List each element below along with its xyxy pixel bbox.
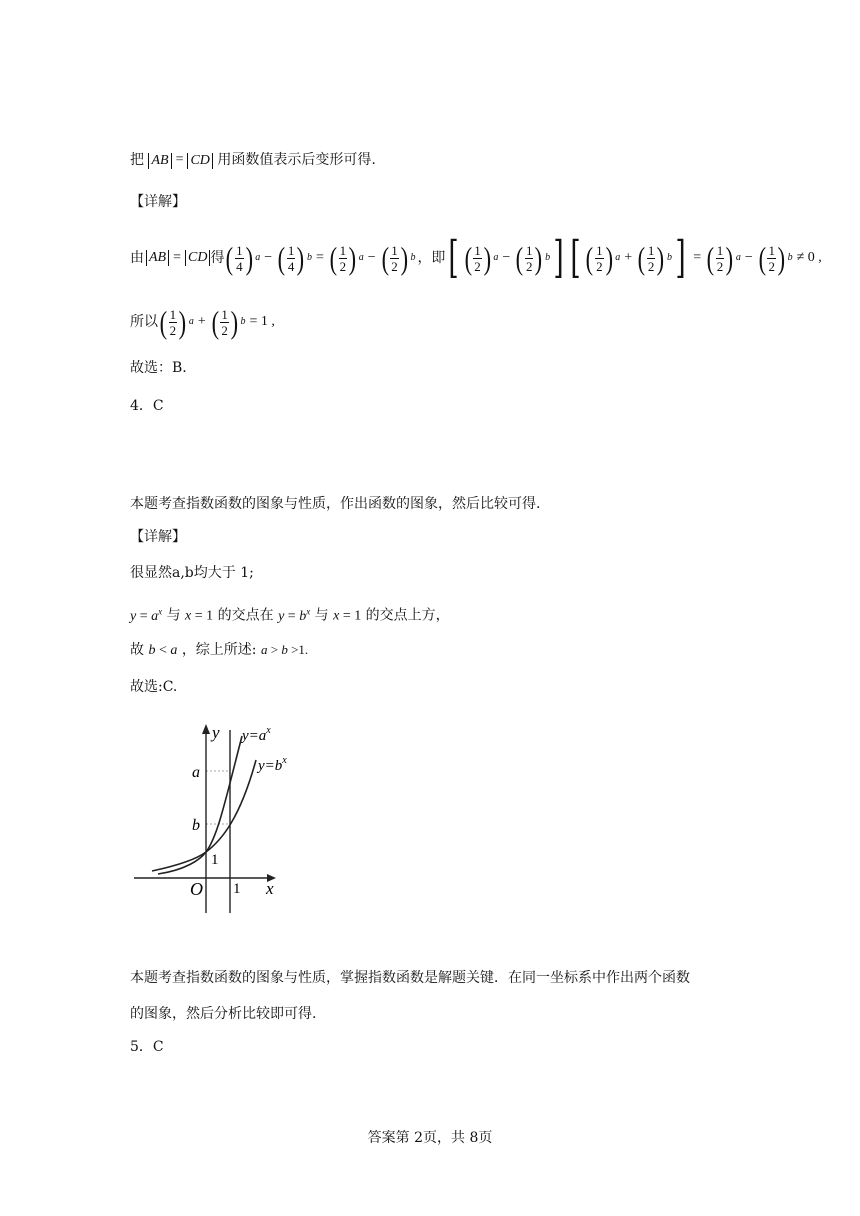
label-y: y (212, 723, 220, 742)
hint-line: 把 AB = CD 用函数值表示后变形可得. (130, 152, 376, 168)
question-4-number: 4．C (130, 398, 164, 414)
y-axis-arrow (202, 724, 210, 734)
derivation-you: 由 (130, 250, 144, 266)
question-5-number: 5．C (130, 1039, 164, 1055)
detail-line-3a: 故 (130, 642, 144, 658)
answer-4: 故选:C. (130, 679, 178, 695)
label-b: b (192, 817, 200, 834)
label-curve-b: $y=b^x$ (258, 755, 287, 774)
derivation-ji: ，即 (417, 250, 446, 266)
suoyi-eq: = 1 , (249, 314, 275, 329)
analysis-4: 本题考查指数函数的图象与性质，作出函数的图象，然后比较可得. (130, 496, 541, 512)
detail-line-1: 很显然a,b均大于 1; (130, 565, 254, 581)
label-one-y: 1 (211, 852, 219, 868)
abs-ab: AB (148, 153, 171, 169)
label-one-x: 1 (233, 881, 241, 897)
answer-3: 故选：B. (130, 360, 187, 376)
label-x: x (266, 879, 274, 898)
detail-line-2: $y = a^x$ 与 x = 1 的交点在 $y = b^x$ 与 x = 1 的交点上方， (130, 606, 450, 624)
detail-line-2b: 的交点上方， (365, 607, 450, 624)
abs-cd: CD (187, 153, 212, 169)
comment-line-1: 本题考查指数函数的图象与性质，掌握指数函数是解题关键．在同一坐标系中作出两个函数 (130, 970, 690, 986)
detail-line-3: 故 b < a ，综上所述: a > b >1. (130, 642, 309, 658)
suoyi-label: 所以 (130, 314, 158, 330)
derivation-de: 得 (210, 250, 225, 266)
detail-line-2a: 的交点在 (217, 607, 274, 624)
derivation-neq: ≠ 0 , (796, 250, 822, 265)
comment-line-2: 的图象，然后分析比较即可得. (130, 1006, 317, 1022)
curve-b (152, 760, 256, 871)
label-curve-a: $y=a^x$ (242, 725, 271, 744)
label-a: a (192, 764, 200, 781)
suoyi-line: 所以 ( $\frac{1}{2}$ ) a + ( $\frac{1}{2}$ ) b = 1 , (130, 304, 275, 340)
detail-heading-2: 【详解】 (130, 529, 186, 545)
hint-prefix: 把 (130, 152, 144, 168)
exponential-graph (130, 718, 290, 913)
page-footer: 答案第 2页，共 8页 (367, 1130, 493, 1146)
derivation-line: 由 AB = CD 得 ( $\frac{1}{4}$ ) a − ( $\frac{1}{4}$ ) b = ( $\frac{1}{2}$ ) a − ( $\frac{1}{2}$ ) b ，即 [ ( $\frac{1}{2}$ ) a − ( $\frac{1}{2}$ ) b ] [ ( $\frac{1}{2}$ ) a + ( $\frac{1}{2}$ ) b ] = ( $\frac{1}{2}$ ) a − ( $\frac{1}{2}$ ) b ≠ 0 , (130, 232, 822, 283)
detail-heading-1: 【详解】 (130, 194, 186, 210)
label-origin: O (190, 879, 203, 899)
detail-line-3b: ，综上所述: (181, 642, 257, 658)
hint-text: 用函数值表示后变形可得. (217, 152, 376, 168)
